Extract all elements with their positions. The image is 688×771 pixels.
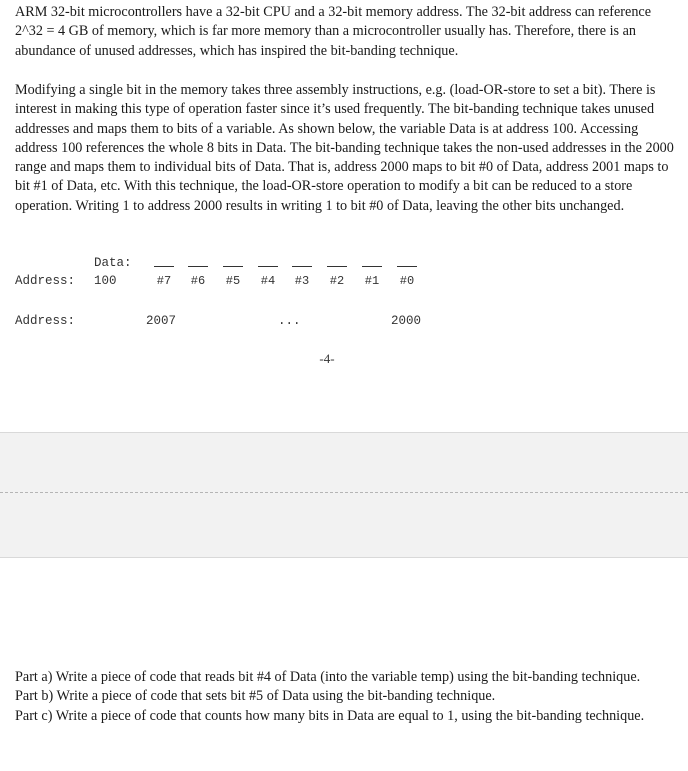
bit-label: #7	[156, 274, 172, 288]
bit-cell-line	[292, 266, 312, 267]
bit-cell-line	[258, 266, 278, 267]
bitband-address-high: 2007	[146, 314, 177, 328]
intro-paragraph-2: Modifying a single bit in the memory takes three assembly instructions, e.g. (load-OR-store to set a bit). There is interest in making this type of operation faster since it’s used frequently. The bit-banding technique takes unused addresses and maps them to bits of a variable. As shown below, the variable Data is at address 100. Accessing address 100 references the whole 8 bits in Data. The bit-banding technique takes the non-used addresses in the 2000 range and maps them to individual bits of Data. That is, address 2000 maps to bit #0 of Data, address 2001 maps to bit #1 of Data, etc. With this technique, the load-OR-store operation to modify a bit can be reduced to a store operation. Writing 1 to address 2000 results in writing 1 to bit #0 of Data, leaving the other bits unchanged.	[15, 82, 674, 214]
page-break-divider	[0, 492, 688, 493]
question-part-a: Part a) Write a piece of code that reads bit #4 of Data (into the variable temp) using the bit-banding technique.	[15, 669, 641, 685]
bit-label: #4	[260, 274, 276, 288]
address-label: Address:	[15, 274, 76, 288]
bit-cell-line	[327, 266, 347, 267]
data-label: Data:	[94, 256, 132, 270]
bitband-ellipsis: ...	[278, 314, 301, 328]
bit-cell-line	[188, 266, 208, 267]
question-part-c: Part c) Write a piece of code that counts how many bits in Data are equal to 1, using the bit-banding technique.	[15, 707, 645, 724]
bit-label: #0	[399, 274, 415, 288]
bit-cell-line	[362, 266, 382, 267]
bit-cell-line	[397, 266, 417, 267]
address-value: 100	[94, 274, 117, 288]
question-part-b: Part b) Write a piece of code that sets bit #5 of Data using the bit-banding technique.	[15, 688, 496, 705]
page-number: -4-	[319, 351, 335, 366]
bitband-address-label: Address:	[15, 314, 76, 328]
bit-label: #6	[190, 274, 206, 288]
bit-label: #1	[364, 274, 380, 288]
bit-label: #5	[225, 274, 241, 288]
bit-label: #2	[329, 274, 345, 288]
bit-cell-line	[223, 266, 243, 267]
bit-cell-line	[154, 266, 174, 267]
bit-label: #3	[294, 274, 310, 288]
bitband-address-low: 2000	[391, 314, 422, 328]
questions	[15, 668, 675, 726]
intro-paragraph-1: ARM 32-bit microcontrollers have a 32-bit CPU and a 32-bit memory address. The 32-bit address can reference 2^32 = 4 GB of memory, which is far more memory than a microcontroller usually has. Therefore, there is an abundance of unused addresses, which has inspired the bit-banding technique.	[15, 4, 652, 59]
page-break-band	[0, 432, 688, 558]
